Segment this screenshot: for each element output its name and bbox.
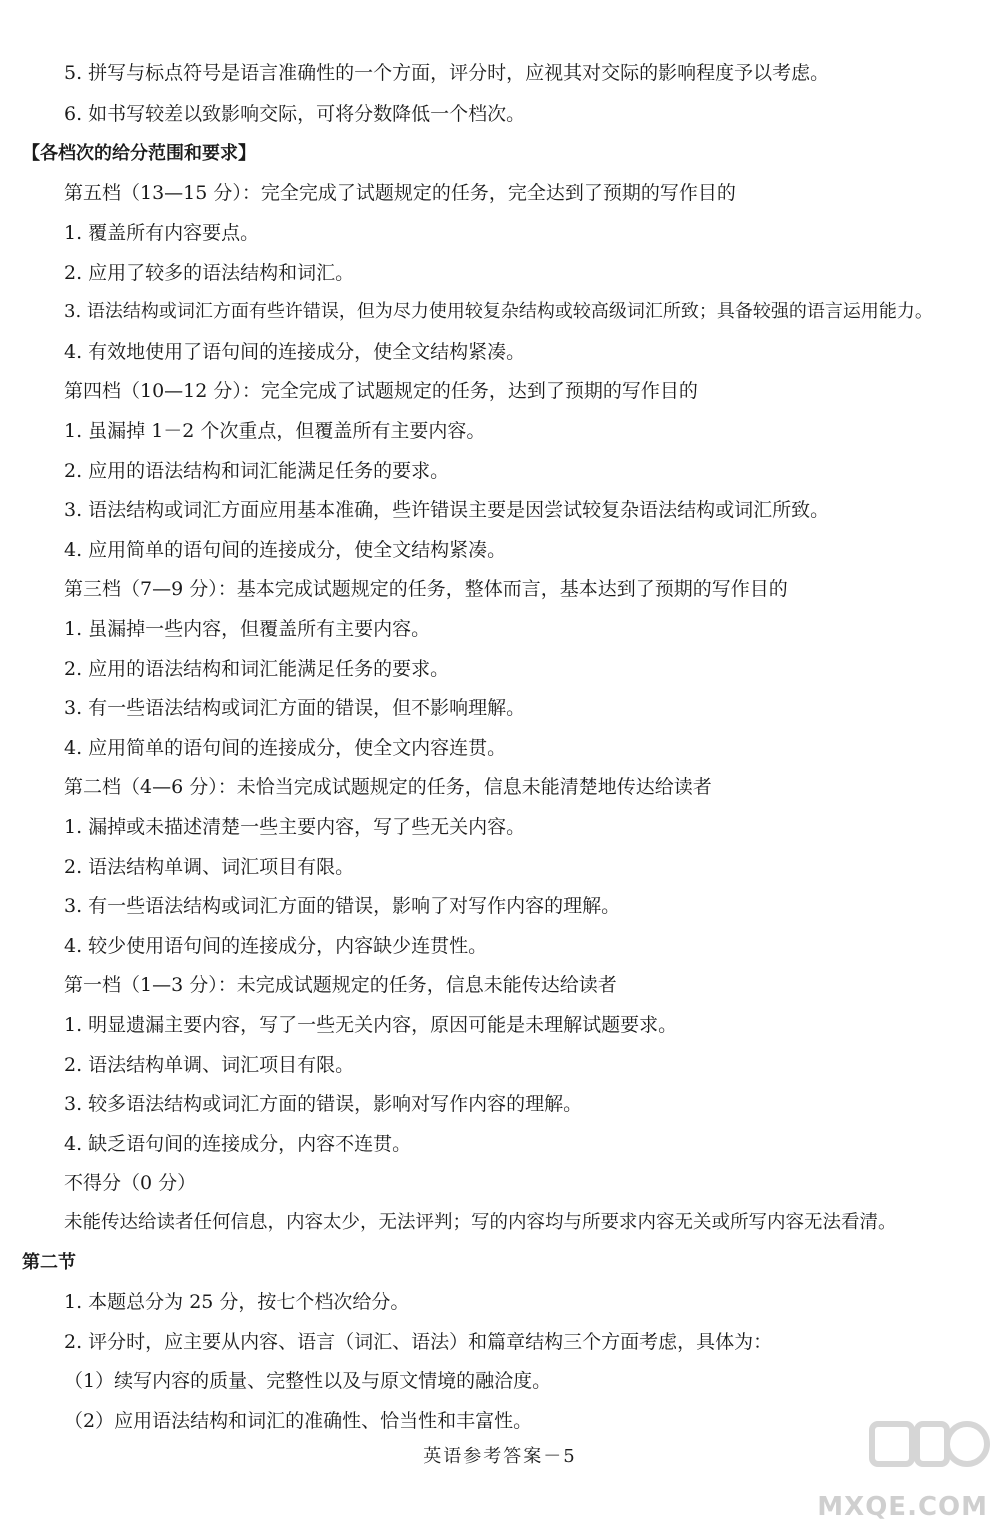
text-line: （1）续写内容的质量、完整性以及与原文情境的融洽度。 xyxy=(64,1370,552,1392)
text-line: 2. 语法结构单调、词汇项目有限。 xyxy=(64,1054,355,1076)
text-line: 2. 应用了较多的语法结构和词汇。 xyxy=(64,262,355,284)
text-line: 5. 拼写与标点符号是语言准确性的一个方面，评分时，应视其对交际的影响程度予以考虑。 xyxy=(64,62,830,84)
text-line: 1. 漏掉或未描述清楚一些主要内容，写了些无关内容。 xyxy=(64,816,526,838)
text-line: 4. 较少使用语句间的连接成分，内容缺少连贯性。 xyxy=(64,935,488,957)
text-line: 2. 语法结构单调、词汇项目有限。 xyxy=(64,856,355,878)
text-line: 3. 较多语法结构或词汇方面的错误，影响对写作内容的理解。 xyxy=(64,1093,583,1115)
text-line: 1. 覆盖所有内容要点。 xyxy=(64,222,260,244)
watermark-text: MXQE.COM xyxy=(817,1492,988,1522)
text-line: 3. 有一些语法结构或词汇方面的错误，影响了对写作内容的理解。 xyxy=(64,895,621,917)
grade-heading: 第五档（13—15 分）：完全完成了试题规定的任务，完全达到了预期的写作目的 xyxy=(64,182,736,204)
text-line: 未能传达给读者任何信息，内容太少，无法评判；写的内容均与所要求内容无关或所写内容无法看清。 xyxy=(64,1212,897,1233)
text-line: 4. 应用简单的语句间的连接成分，使全文结构紧凑。 xyxy=(64,539,507,561)
text-line: 4. 有效地使用了语句间的连接成分，使全文结构紧凑。 xyxy=(64,341,526,363)
section-heading: 【各档次的给分范围和要求】 xyxy=(22,143,256,164)
text-line: 6. 如书写较差以致影响交际，可将分数降低一个档次。 xyxy=(64,103,526,125)
grade-heading: 第三档（7—9 分）：基本完成试题规定的任务，整体而言，基本达到了预期的写作目的 xyxy=(64,578,788,600)
text-line: 3. 语法结构或词汇方面有些许错误，但为尽力使用较复杂结构或较高级词汇所致；具备较强的语言运用能力。 xyxy=(64,301,933,322)
grade-heading: 第一档（1—3 分）：未完成试题规定的任务，信息未能传达给读者 xyxy=(64,974,617,996)
text-line: 3. 有一些语法结构或词汇方面的错误，但不影响理解。 xyxy=(64,697,526,719)
text-line: 4. 应用简单的语句间的连接成分，使全文内容连贯。 xyxy=(64,737,507,759)
text-line: （2）应用语法结构和词汇的准确性、恰当性和丰富性。 xyxy=(64,1410,533,1432)
grade-heading: 第二档（4—6 分）：未恰当完成试题规定的任务，信息未能清楚地传达给读者 xyxy=(64,776,712,798)
text-line: 4. 缺乏语句间的连接成分，内容不连贯。 xyxy=(64,1133,412,1155)
text-line: 1. 本题总分为 25 分，按七个档次给分。 xyxy=(64,1291,410,1313)
text-line: 1. 明显遗漏主要内容，写了一些无关内容，原因可能是未理解试题要求。 xyxy=(64,1014,678,1036)
text-line: 3. 语法结构或词汇方面应用基本准确，些许错误主要是因尝试较复杂语法结构或词汇所致。 xyxy=(64,499,830,521)
grade-heading: 第四档（10—12 分）：完全完成了试题规定的任务，达到了预期的写作目的 xyxy=(64,380,698,402)
grade-heading: 不得分（0 分） xyxy=(64,1172,197,1194)
text-line: 1. 虽漏掉一些内容，但覆盖所有主要内容。 xyxy=(64,618,431,640)
text-line: 2. 评分时，应主要从内容、语言（词汇、语法）和篇章结构三个方面考虑，具体为： xyxy=(64,1331,773,1353)
section-heading: 第二节 xyxy=(22,1252,76,1273)
text-line: 2. 应用的语法结构和词汇能满足任务的要求。 xyxy=(64,460,450,482)
page-footer: 英语参考答案－5 xyxy=(423,1446,577,1467)
text-line: 1. 虽漏掉 1－2 个次重点，但覆盖所有主要内容。 xyxy=(64,420,486,442)
text-line: 2. 应用的语法结构和词汇能满足任务的要求。 xyxy=(64,658,450,680)
